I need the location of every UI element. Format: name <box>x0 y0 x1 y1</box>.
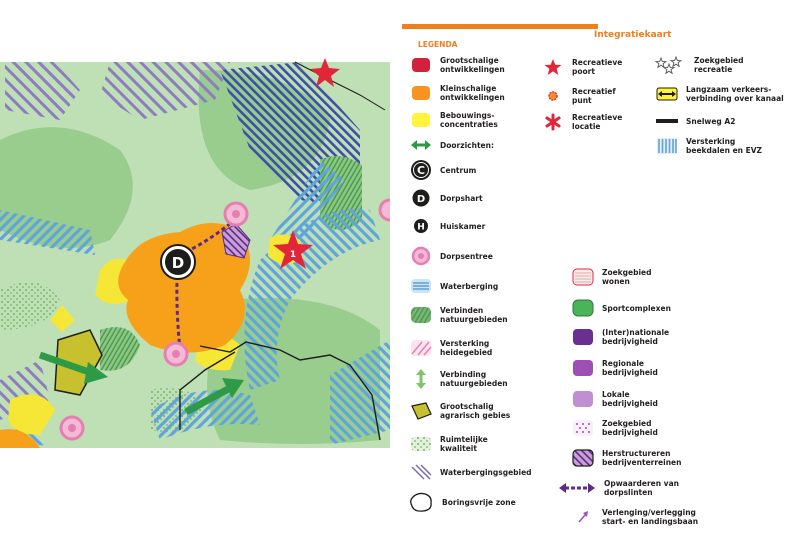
legend-item-waterberging: Waterberging <box>410 276 498 296</box>
legend-item-regionale: Regionale bedrijvigheid <box>572 358 658 378</box>
title-bar <box>402 24 598 29</box>
legend-item-versterking-beekdalen: Versterking beekdalen en EVZ <box>656 136 762 156</box>
huiskamer-symbol: H <box>417 222 425 233</box>
legend-heading: LEGENDA <box>418 40 458 49</box>
legend-item-zoekgebied-bedrijvigheid: Zoekgebied bedrijvigheid <box>572 418 658 438</box>
legend-item-opwaarderen: Opwaarderen van dorpslinten <box>558 478 679 498</box>
legend-item-versterking-heide: Versterking heidegebied <box>410 338 492 358</box>
map-dorpsentree <box>225 203 247 225</box>
legend-item-verbinding-natuur: Verbinding natuurgebieden <box>410 369 508 389</box>
legend-panel <box>398 0 787 546</box>
legend-item-verbinden-natuur: Verbinden natuurgebieden <box>410 305 508 325</box>
centrum-symbol: C <box>416 164 426 177</box>
dorpshart-symbol: D <box>416 194 426 205</box>
legend-item-internationale: (Inter)nationale bedrijvigheid <box>572 327 669 347</box>
legend-item-snelweg: Snelweg A2 <box>656 111 735 131</box>
legend-item-recreatieve-poort: Recreatieve poort <box>542 57 622 77</box>
legend-item-grootschalig-agrarisch: Grootschalig agrarisch gebies <box>410 401 510 421</box>
legend-item-boringsvrije: Boringsvrije zone <box>408 492 516 512</box>
legend-item-lokale: Lokale bedrijvigheid <box>572 389 658 409</box>
legend-title: Integratiekaart <box>594 30 672 40</box>
legend-item-zoekgebied-recreatie: Zoekgebied recreatie <box>654 55 744 75</box>
legend-item-huiskamer: H Huiskamer <box>410 216 485 236</box>
legend-item-herstructureren: Herstructureren bedrijventerreinen <box>572 448 681 468</box>
integration-map[interactable] <box>0 0 390 546</box>
legend-item-sportcomplexen: Sportcomplexen <box>572 298 671 318</box>
legend-item-waterbergingsgebied: Waterbergingsgebied <box>410 462 532 482</box>
legend-item-verlenging: Verlenging/verlegging start- en landingsbaan <box>572 507 698 527</box>
legend-item-ruimtelijke: Ruimtelijke kwaliteit <box>410 434 488 454</box>
legend-item-centrum: C Centrum <box>410 160 476 180</box>
legend-item-dorpshart: D Dorpshart <box>410 188 483 208</box>
map-dorpsentree <box>380 200 390 220</box>
legend-item-doorzichten: Doorzichten: <box>410 135 494 155</box>
map-poort-number: 1 <box>289 250 297 260</box>
legend-item-recreatief-punt: Recreatief punt <box>542 86 616 106</box>
map-dorpsentree <box>61 417 83 439</box>
legend-item-zoekgebied-wonen: Zoekgebied wonen <box>572 267 652 287</box>
legend-item-dorpsentree: Dorpsentree <box>410 246 493 266</box>
legend-item-grootschalige: Grootschalige ontwikkelingen <box>410 55 505 75</box>
legend-item-kleinschalige: Kleinschalige ontwikkelingen <box>410 83 505 103</box>
legend-item-recreatieve-locatie: Recreatieve locatie <box>542 112 622 132</box>
legend-item-bebouwing: Bebouwings- concentraties <box>410 110 498 130</box>
map-marker-dorpshart[interactable] <box>161 245 195 279</box>
map-dorpsentree <box>165 343 187 365</box>
legend-item-langzaam-verkeer: Langzaam verkeers- verbinding over kanaal <box>656 84 784 104</box>
map-panel[interactable] <box>0 0 390 546</box>
map-marker-d-label: D <box>171 254 185 272</box>
